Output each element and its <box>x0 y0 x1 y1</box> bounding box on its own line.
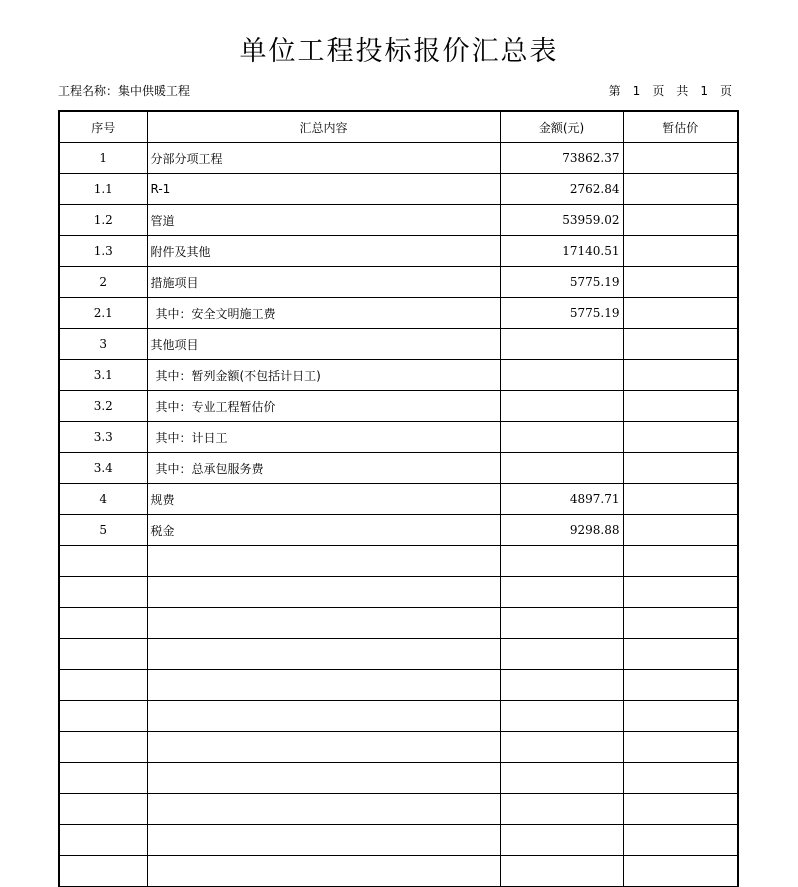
empty-cell <box>59 794 147 825</box>
table-row-empty <box>59 546 738 577</box>
empty-cell <box>59 639 147 670</box>
cell-amount: 5775.19 <box>500 298 623 329</box>
table-header-row <box>59 111 738 143</box>
cell-provisional <box>623 360 738 391</box>
table-row <box>59 236 738 267</box>
cell-provisional <box>623 391 738 422</box>
cell-provisional <box>623 267 738 298</box>
cell-amount: 4897.71 <box>500 484 623 515</box>
page-mid: 页 <box>652 84 665 98</box>
table-row <box>59 515 738 546</box>
empty-cell <box>147 732 500 763</box>
cell-content: 分部分项工程 <box>147 143 500 174</box>
cell-content: 税金 <box>147 515 500 546</box>
empty-cell <box>59 670 147 701</box>
empty-cell <box>500 825 623 856</box>
empty-cell <box>623 670 738 701</box>
cell-amount: 17140.51 <box>500 236 623 267</box>
empty-cell <box>147 825 500 856</box>
empty-cell <box>147 701 500 732</box>
empty-cell <box>59 608 147 639</box>
empty-cell <box>147 794 500 825</box>
cell-provisional <box>623 453 738 484</box>
page-suffix: 页 <box>719 84 732 98</box>
cell-provisional <box>623 298 738 329</box>
table-row <box>59 329 738 360</box>
empty-cell <box>147 856 500 887</box>
project-name-line <box>58 82 190 100</box>
empty-cell <box>500 856 623 887</box>
table-row-empty <box>59 763 738 794</box>
cell-no: 2.1 <box>59 298 147 329</box>
table-row-empty <box>59 639 738 670</box>
table-row <box>59 484 738 515</box>
empty-cell <box>59 701 147 732</box>
empty-cell <box>500 701 623 732</box>
empty-cell <box>59 546 147 577</box>
cell-content: 附件及其他 <box>147 236 500 267</box>
cell-provisional <box>623 422 738 453</box>
empty-cell <box>500 763 623 794</box>
header-provisional: 暂估价 <box>623 111 738 143</box>
cell-content: 措施项目 <box>147 267 500 298</box>
cell-no: 3.1 <box>59 360 147 391</box>
cell-provisional <box>623 329 738 360</box>
cell-amount <box>500 453 623 484</box>
cell-no: 5 <box>59 515 147 546</box>
table-row <box>59 143 738 174</box>
empty-cell <box>623 701 738 732</box>
project-name: 集中供暖工程 <box>118 84 191 98</box>
table-row <box>59 174 738 205</box>
empty-cell <box>623 825 738 856</box>
cell-provisional <box>623 515 738 546</box>
empty-cell <box>500 794 623 825</box>
cell-content: R-1 <box>147 174 500 205</box>
cell-content: 其中：专业工程暂估价 <box>147 391 500 422</box>
table-row-empty <box>59 856 738 887</box>
cell-provisional <box>623 484 738 515</box>
empty-cell <box>59 577 147 608</box>
table-row <box>59 453 738 484</box>
table-row <box>59 360 738 391</box>
cell-content: 规费 <box>147 484 500 515</box>
empty-cell <box>623 639 738 670</box>
empty-cell <box>500 670 623 701</box>
cell-no: 2 <box>59 267 147 298</box>
page-indicator <box>609 82 732 100</box>
empty-cell <box>623 546 738 577</box>
empty-cell <box>623 856 738 887</box>
cell-content: 其中：总承包服务费 <box>147 453 500 484</box>
cell-no: 3 <box>59 329 147 360</box>
project-label: 工程名称： <box>58 84 119 98</box>
empty-cell <box>147 546 500 577</box>
cell-amount <box>500 360 623 391</box>
cell-content: 其中：暂列金额(不包括计日工) <box>147 360 500 391</box>
cell-amount <box>500 391 623 422</box>
empty-cell <box>147 670 500 701</box>
table-row-empty <box>59 670 738 701</box>
cell-amount: 2762.84 <box>500 174 623 205</box>
table-row-empty <box>59 732 738 763</box>
page-current: 1 <box>632 84 641 98</box>
summary-table <box>58 110 739 887</box>
empty-cell <box>623 577 738 608</box>
table-row-empty <box>59 825 738 856</box>
empty-cell <box>147 639 500 670</box>
empty-cell <box>147 608 500 639</box>
empty-cell <box>147 763 500 794</box>
cell-provisional <box>623 143 738 174</box>
empty-cell <box>147 577 500 608</box>
empty-cell <box>59 825 147 856</box>
cell-no: 1.3 <box>59 236 147 267</box>
cell-no: 3.4 <box>59 453 147 484</box>
cell-content: 其中：计日工 <box>147 422 500 453</box>
table-row-empty <box>59 794 738 825</box>
cell-no: 3.3 <box>59 422 147 453</box>
cell-amount: 53959.02 <box>500 205 623 236</box>
cell-amount <box>500 422 623 453</box>
empty-cell <box>623 732 738 763</box>
cell-content: 管道 <box>147 205 500 236</box>
table-row <box>59 205 738 236</box>
empty-cell <box>623 608 738 639</box>
cell-provisional <box>623 236 738 267</box>
table-row-empty <box>59 608 738 639</box>
table-body <box>59 143 738 887</box>
table-row <box>59 267 738 298</box>
empty-cell <box>500 732 623 763</box>
cell-provisional <box>623 205 738 236</box>
empty-cell <box>623 763 738 794</box>
empty-cell <box>500 577 623 608</box>
cell-amount: 73862.37 <box>500 143 623 174</box>
cell-content: 其他项目 <box>147 329 500 360</box>
cell-content: 其中：安全文明施工费 <box>147 298 500 329</box>
empty-cell <box>500 639 623 670</box>
cell-no: 4 <box>59 484 147 515</box>
header-amount: 金额(元) <box>500 111 623 143</box>
table-row <box>59 298 738 329</box>
cell-amount: 9298.88 <box>500 515 623 546</box>
table-row-empty <box>59 701 738 732</box>
cell-no: 1.1 <box>59 174 147 205</box>
empty-cell <box>500 608 623 639</box>
cell-no: 1.2 <box>59 205 147 236</box>
header-content: 汇总内容 <box>147 111 500 143</box>
header-no: 序号 <box>59 111 147 143</box>
empty-cell <box>500 546 623 577</box>
page-total: 1 <box>700 84 708 98</box>
table-row <box>59 391 738 422</box>
page-prefix: 第 <box>608 84 621 98</box>
cell-no: 1 <box>59 143 147 174</box>
empty-cell <box>623 794 738 825</box>
empty-cell <box>59 763 147 794</box>
cell-no: 3.2 <box>59 391 147 422</box>
table-row-empty <box>59 577 738 608</box>
empty-cell <box>59 856 147 887</box>
page-title: 单位工程投标报价汇总表 <box>239 36 559 67</box>
table-row <box>59 422 738 453</box>
cell-amount: 5775.19 <box>500 267 623 298</box>
page-total-label: 共 <box>676 84 689 98</box>
cell-provisional <box>623 174 738 205</box>
empty-cell <box>59 732 147 763</box>
cell-amount <box>500 329 623 360</box>
